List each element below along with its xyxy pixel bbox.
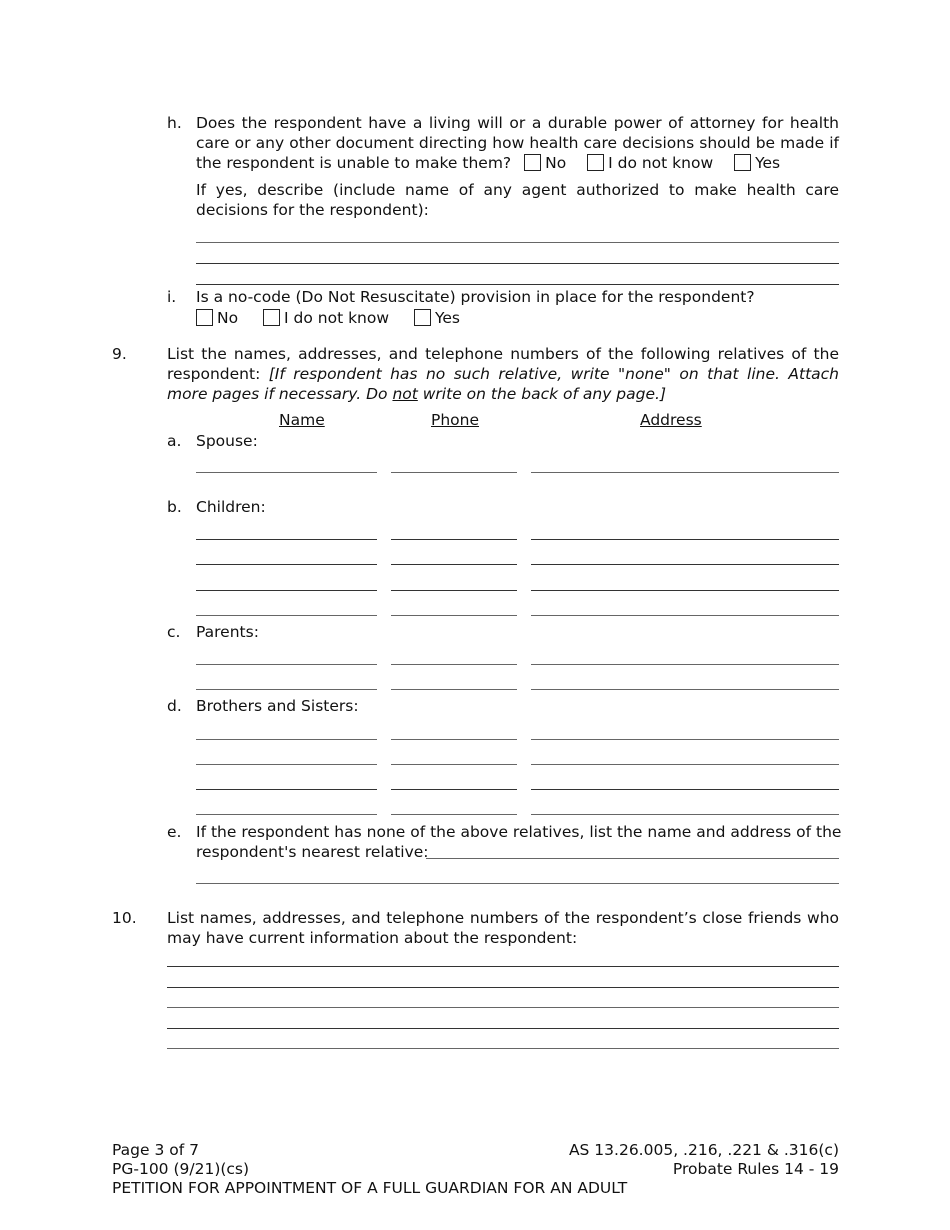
siblings-name-line[interactable] bbox=[196, 789, 377, 790]
parents-phone-line[interactable] bbox=[391, 664, 517, 665]
siblings-name-line[interactable] bbox=[196, 739, 377, 740]
checkbox-i-yes[interactable] bbox=[414, 309, 431, 326]
item-9-instruction-2: write on the back of any page.] bbox=[417, 385, 666, 403]
item-10-number: 10. bbox=[112, 909, 137, 927]
item-i-options bbox=[196, 308, 460, 328]
parents-phone-line[interactable] bbox=[391, 689, 517, 690]
item-9c-letter: c. bbox=[167, 623, 181, 641]
spouse-phone-line[interactable] bbox=[391, 472, 517, 473]
item-9e-text-2: respondent's nearest relative: bbox=[196, 843, 429, 861]
children-address-line[interactable] bbox=[531, 615, 839, 616]
item-9e-letter: e. bbox=[167, 823, 182, 841]
footer-rules: Probate Rules 14 - 19 bbox=[672, 1160, 839, 1178]
option-h-unknown: I do not know bbox=[608, 154, 714, 172]
nearest-relative-line-2[interactable] bbox=[196, 883, 839, 884]
siblings-phone-line[interactable] bbox=[391, 764, 517, 765]
footer-page-number: Page 3 of 7 bbox=[112, 1141, 199, 1159]
item-9c-label: Parents: bbox=[196, 623, 259, 641]
footer-form-number: PG-100 (9/21)(cs) bbox=[112, 1160, 250, 1178]
item-h-letter: h. bbox=[167, 114, 182, 132]
item-9-intro: List the names, addresses, and telephone numbers of the following relatives of the respondent: bbox=[167, 345, 839, 383]
footer-form-title: PETITION FOR APPOINTMENT OF A FULL GUARDIAN FOR AN ADULT bbox=[112, 1179, 628, 1197]
item-h-describe: If yes, describe (include name of any agent authorized to make health care decisions for the respondent): bbox=[196, 181, 839, 219]
children-address-line[interactable] bbox=[531, 564, 839, 565]
children-address-line[interactable] bbox=[531, 539, 839, 540]
siblings-name-line[interactable] bbox=[196, 814, 377, 815]
item-9-instruction-1: [If respondent has no such relative, write "none" on that line. Attach more pages if necessary. Do bbox=[167, 365, 839, 403]
children-name-line[interactable] bbox=[196, 615, 377, 616]
item-h-question-text: Does the respondent have a living will or a durable power of attorney for health care or any other document directing how health care decisions should be made if the respondent is unable to make them? bbox=[196, 114, 839, 172]
children-phone-line[interactable] bbox=[391, 539, 517, 540]
item-9d-label: Brothers and Sisters: bbox=[196, 697, 359, 715]
item-9a-label: Spouse: bbox=[196, 432, 258, 450]
checkbox-h-unknown[interactable] bbox=[587, 154, 604, 171]
item-h-question bbox=[196, 113, 839, 173]
footer-statute: AS 13.26.005, .216, .221 & .316(c) bbox=[568, 1141, 839, 1159]
column-header-phone: Phone bbox=[431, 411, 480, 429]
spouse-name-line[interactable] bbox=[196, 472, 377, 473]
siblings-address-line[interactable] bbox=[531, 764, 839, 765]
item-9-text bbox=[167, 344, 839, 404]
item-9d-letter: d. bbox=[167, 697, 182, 715]
siblings-phone-line[interactable] bbox=[391, 789, 517, 790]
item-h-line-2[interactable] bbox=[196, 263, 839, 264]
item-9b-label: Children: bbox=[196, 498, 266, 516]
item-9b-letter: b. bbox=[167, 498, 182, 516]
children-phone-line[interactable] bbox=[391, 564, 517, 565]
children-phone-line[interactable] bbox=[391, 615, 517, 616]
children-name-line[interactable] bbox=[196, 564, 377, 565]
item-9a-letter: a. bbox=[167, 432, 182, 450]
item-h-line-1[interactable] bbox=[196, 242, 839, 243]
item-9-instruction-not: not bbox=[392, 385, 418, 403]
column-header-address: Address bbox=[640, 411, 702, 429]
parents-name-line[interactable] bbox=[196, 664, 377, 665]
friends-line-3[interactable] bbox=[167, 1007, 839, 1008]
checkbox-i-no[interactable] bbox=[196, 309, 213, 326]
children-address-line[interactable] bbox=[531, 590, 839, 591]
parents-address-line[interactable] bbox=[531, 664, 839, 665]
item-10-text: List names, addresses, and telephone numbers of the respondent’s close friends who may have current information about the respondent: bbox=[167, 909, 839, 947]
siblings-phone-line[interactable] bbox=[391, 814, 517, 815]
checkbox-h-yes[interactable] bbox=[734, 154, 751, 171]
friends-line-4[interactable] bbox=[167, 1028, 839, 1029]
siblings-phone-line[interactable] bbox=[391, 739, 517, 740]
checkbox-i-unknown[interactable] bbox=[263, 309, 280, 326]
column-header-name: Name bbox=[279, 411, 325, 429]
option-h-yes: Yes bbox=[755, 154, 781, 172]
children-name-line[interactable] bbox=[196, 539, 377, 540]
option-h-no: No bbox=[545, 154, 567, 172]
item-i-question: Is a no-code (Do Not Resuscitate) provision in place for the respondent? bbox=[196, 288, 755, 306]
option-i-unknown: I do not know bbox=[284, 309, 390, 327]
item-h-line-3[interactable] bbox=[196, 284, 839, 285]
item-9-number: 9. bbox=[112, 345, 127, 363]
parents-name-line[interactable] bbox=[196, 689, 377, 690]
checkbox-h-no[interactable] bbox=[524, 154, 541, 171]
friends-line-1[interactable] bbox=[167, 966, 839, 967]
item-i-letter: i. bbox=[167, 288, 177, 306]
spouse-address-line[interactable] bbox=[531, 472, 839, 473]
siblings-address-line[interactable] bbox=[531, 739, 839, 740]
children-phone-line[interactable] bbox=[391, 590, 517, 591]
friends-line-2[interactable] bbox=[167, 987, 839, 988]
item-9e-text-1: If the respondent has none of the above relatives, list the name and address of the bbox=[196, 823, 842, 841]
option-i-no: No bbox=[217, 309, 239, 327]
friends-line-5[interactable] bbox=[167, 1048, 839, 1049]
parents-address-line[interactable] bbox=[531, 689, 839, 690]
siblings-name-line[interactable] bbox=[196, 764, 377, 765]
children-name-line[interactable] bbox=[196, 590, 377, 591]
option-i-yes: Yes bbox=[434, 309, 461, 327]
siblings-address-line[interactable] bbox=[531, 789, 839, 790]
siblings-address-line[interactable] bbox=[531, 814, 839, 815]
nearest-relative-line-1[interactable] bbox=[426, 858, 839, 859]
